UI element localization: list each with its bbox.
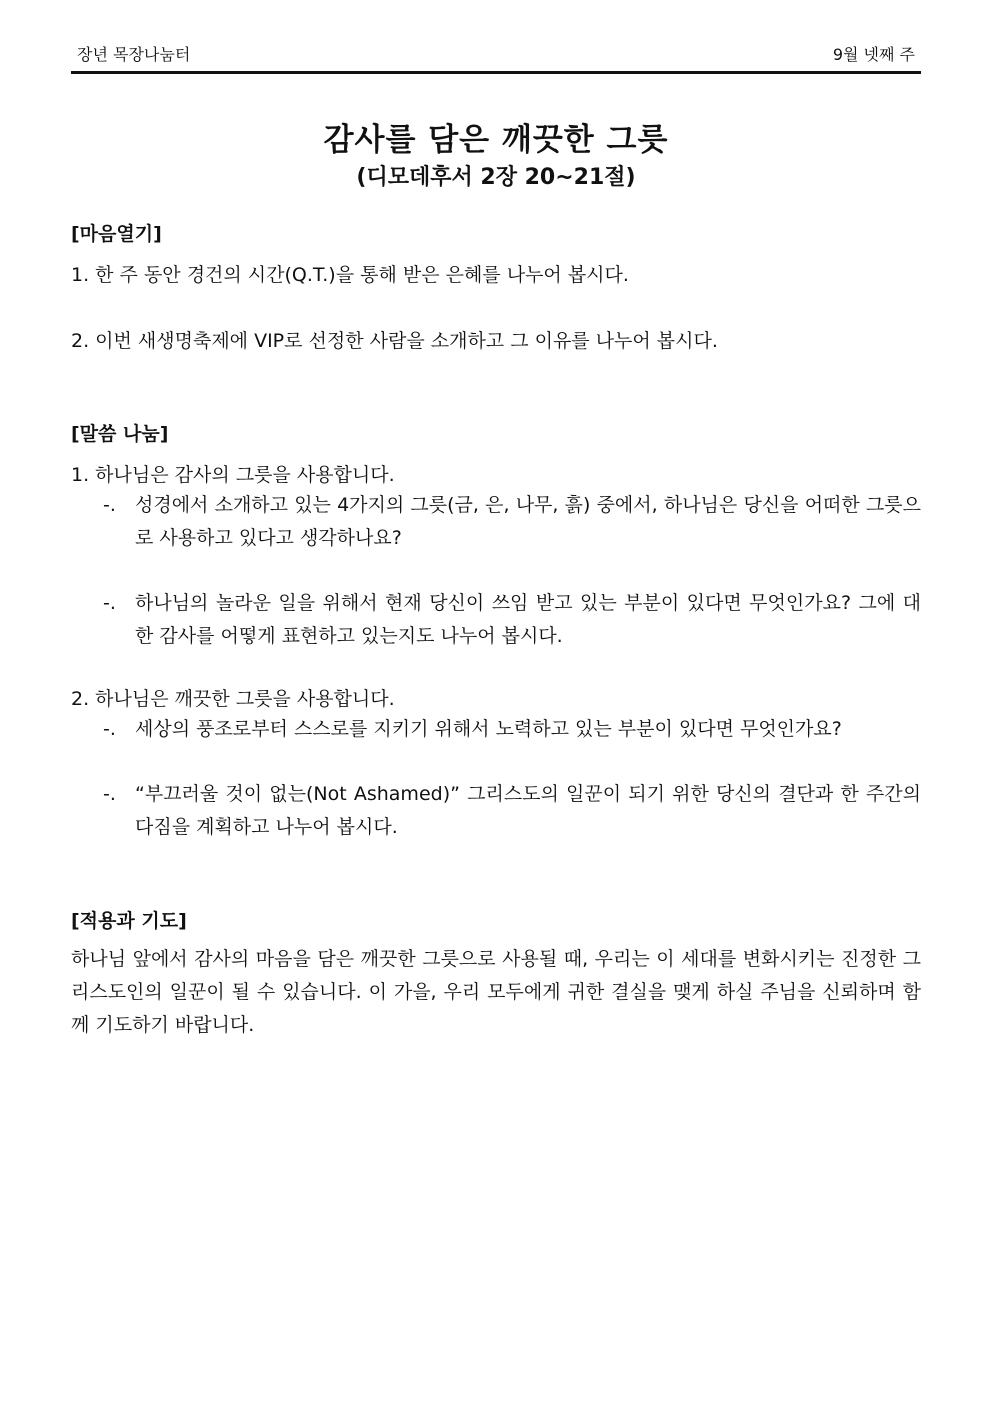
scripture-reference: (디모데후서 2장 20~21절): [356, 165, 636, 190]
word-point-1-question-1: [103, 489, 921, 555]
question-marker: -.: [103, 783, 116, 805]
question-marker: -.: [103, 718, 116, 740]
header-group-name: 장년 목장나눔터: [77, 45, 191, 64]
opening-item-2: 2. 이번 새생명축제에 VIP로 선정한 사람을 소개하고 그 이유를 나누어 봅시다.: [71, 330, 718, 352]
question-marker: -.: [103, 592, 116, 614]
section-title-opening: [마음열기]: [71, 223, 162, 245]
page-title: 감사를 담은 깨끗한 그릇: [323, 122, 669, 158]
word-point-2-question-2: [103, 778, 921, 844]
section-title-application: [적용과 기도]: [71, 910, 187, 932]
application-text: 하나님 앞에서 감사의 마음을 담은 깨끗한 그릇으로 사용될 때, 우리는 이 세대를 변화시키는 진정한 그리스도인의 일꾼이 될 수 있습니다. 이 가을, 우리 모두에게 귀한 결실을 맺게 하실 주님을 신뢰하며 함께 기도하기 바랍니다.: [71, 948, 921, 1036]
word-point-2-heading: 2. 하나님은 깨끗한 그릇을 사용합니다.: [71, 688, 395, 710]
word-point-1-question-2: [103, 587, 921, 653]
question-text: “부끄러울 것이 없는(Not Ashamed)” 그리스도의 일꾼이 되기 위한 당신의 결단과 한 주간의 다짐을 계획하고 나누어 봅시다.: [135, 783, 921, 838]
word-point-1-heading: 1. 하나님은 감사의 그릇을 사용합니다.: [71, 464, 395, 486]
word-point-2-question-1: [103, 713, 921, 746]
header-week: 9월 넷째 주: [832, 45, 915, 64]
section-title-word: [말씀 나눔]: [71, 423, 169, 445]
question-text: 세상의 풍조로부터 스스로를 지키기 위해서 노력하고 있는 부분이 있다면 무엇인가요?: [135, 718, 842, 740]
question-text: 성경에서 소개하고 있는 4가지의 그릇(금, 은, 나무, 흙) 중에서, 하나님은 당신을 어떠한 그릇으로 사용하고 있다고 생각하나요?: [135, 494, 921, 549]
header-divider: [71, 71, 921, 74]
question-text: 하나님의 놀라운 일을 위해서 현재 당신이 쓰임 받고 있는 부분이 있다면 무엇인가요? 그에 대한 감사를 어떻게 표현하고 있는지도 나누어 봅시다.: [135, 592, 921, 647]
page-header: [71, 42, 921, 66]
opening-item-1: 1. 한 주 동안 경건의 시간(Q.T.)을 통해 받은 은혜를 나누어 봅시다.: [71, 264, 629, 286]
question-marker: -.: [103, 494, 116, 516]
